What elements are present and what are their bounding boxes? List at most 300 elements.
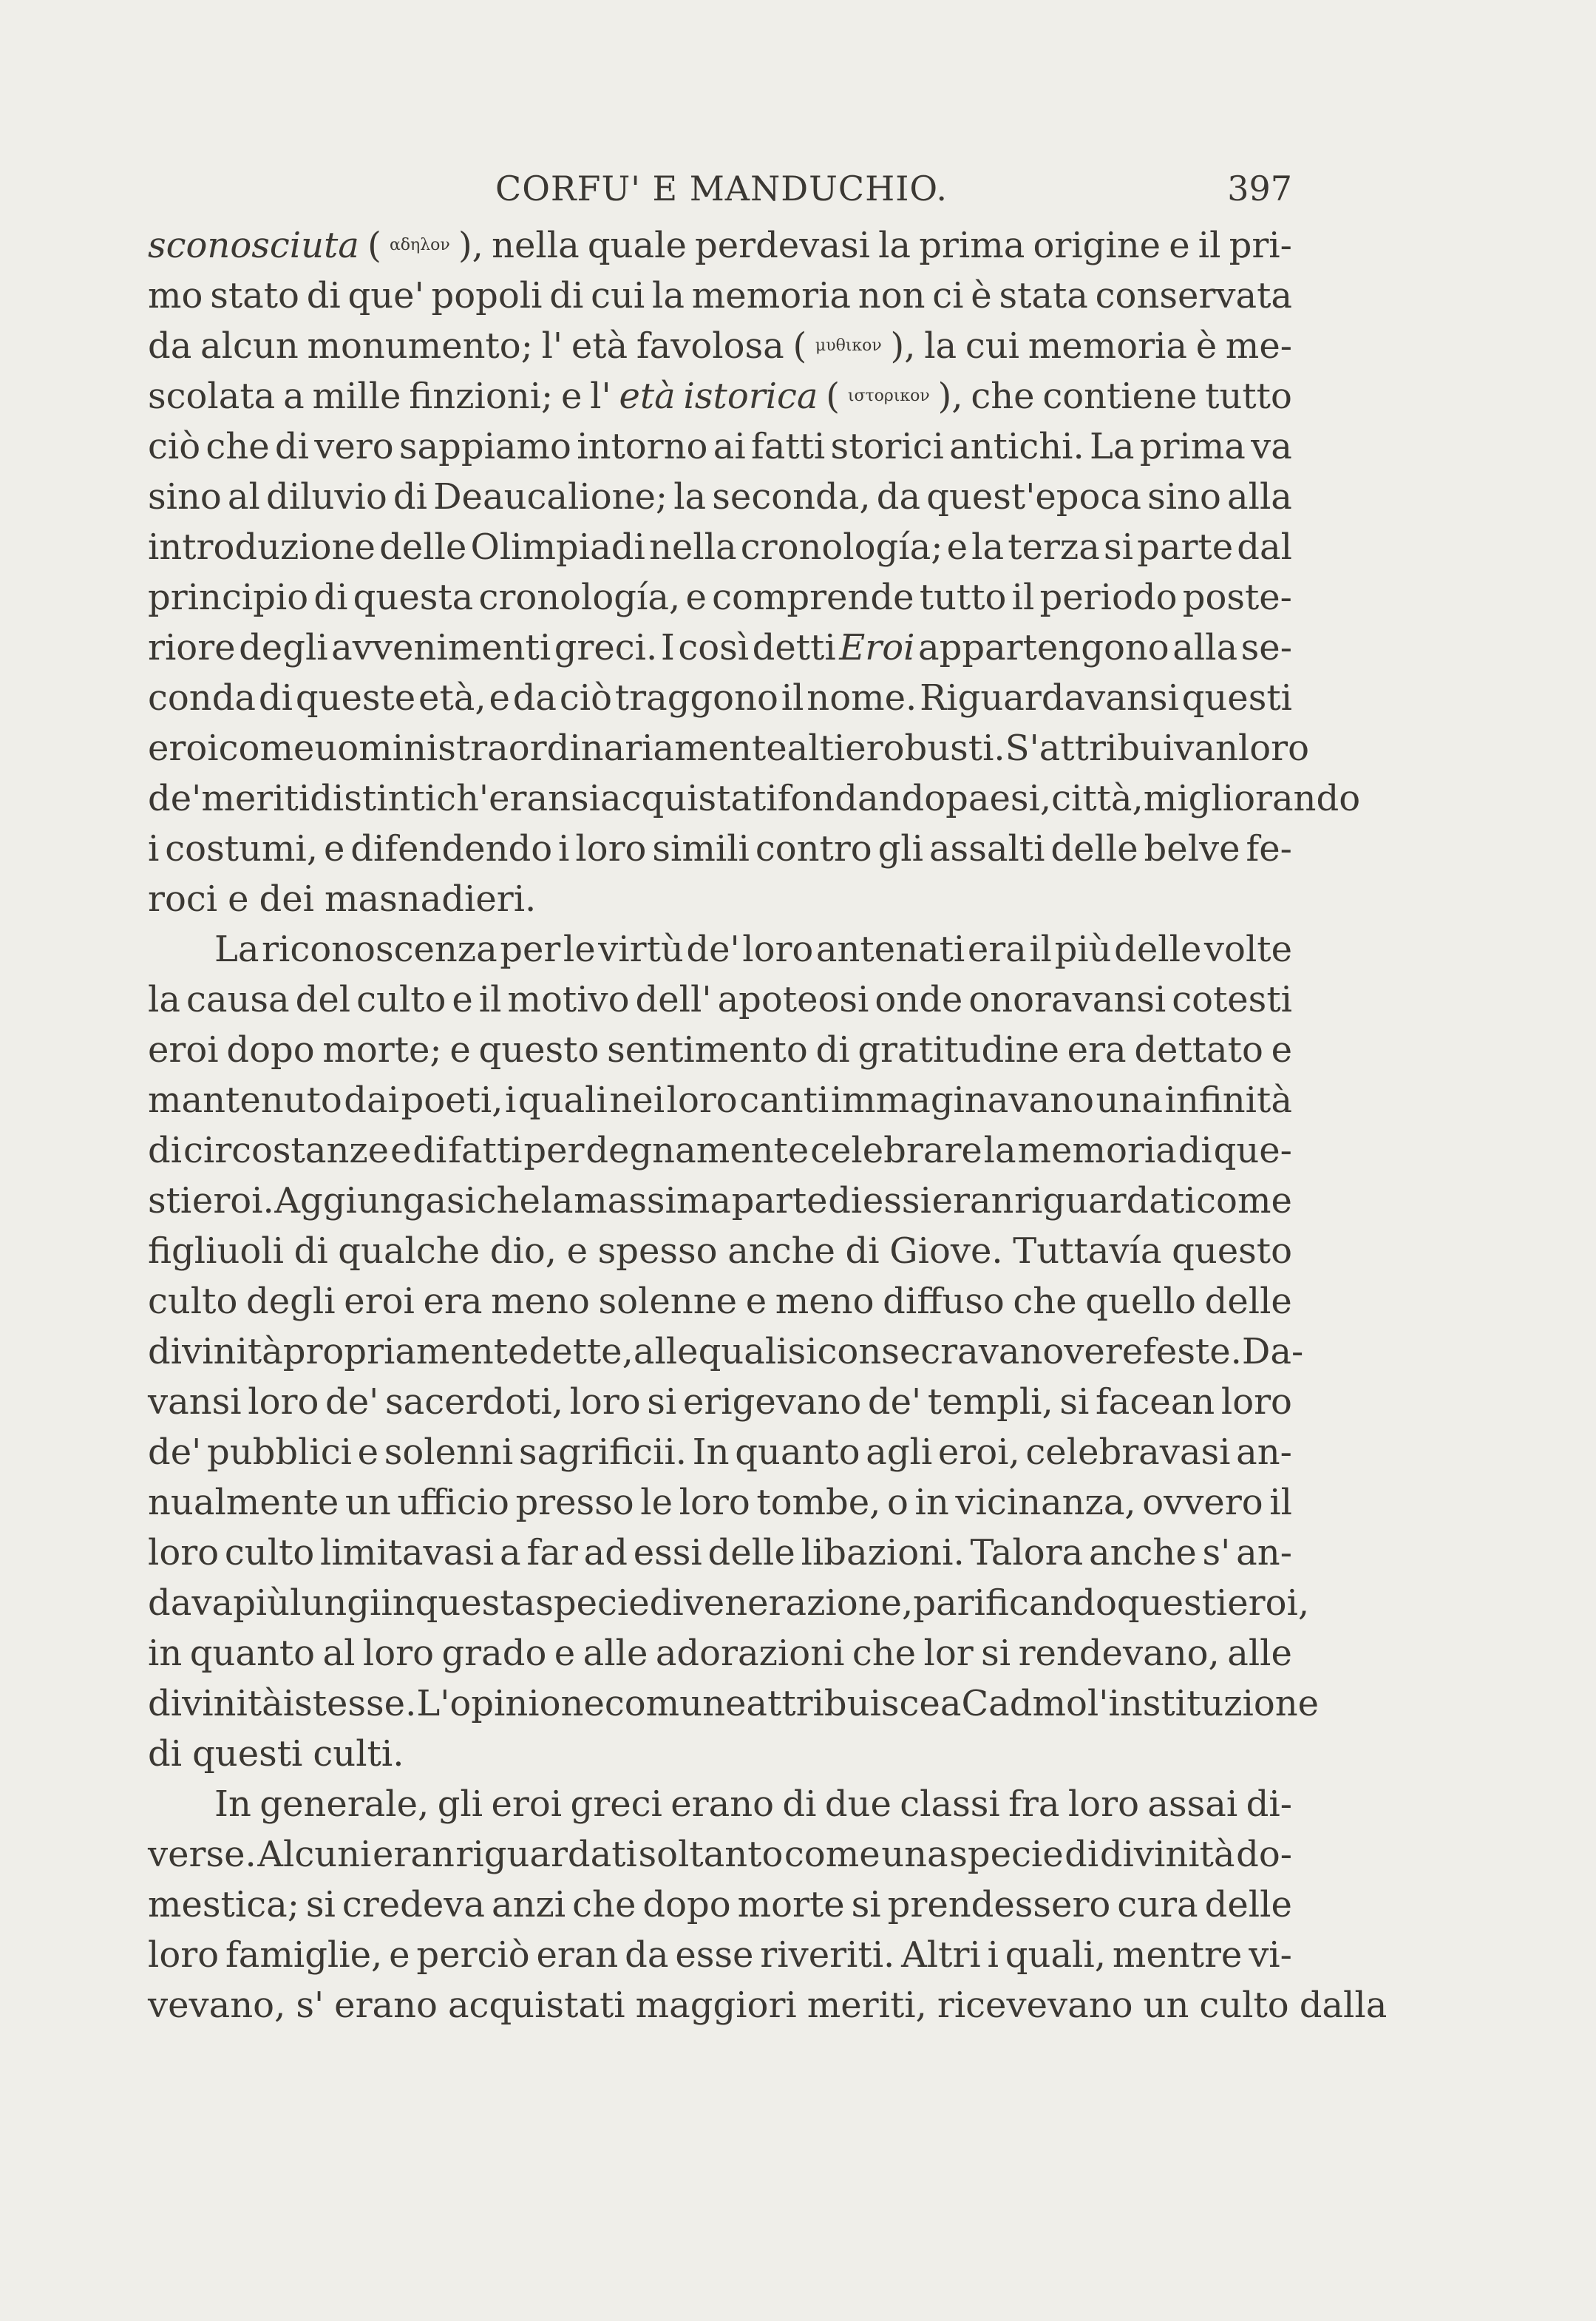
word: e xyxy=(845,728,866,769)
word: generale, xyxy=(259,1783,429,1825)
word: solenni xyxy=(384,1431,514,1473)
word: anche xyxy=(727,1230,835,1272)
word: ), xyxy=(890,325,916,367)
word: questa xyxy=(353,577,474,618)
word: in xyxy=(914,1482,949,1523)
word: eran xyxy=(372,1834,455,1875)
word: principio xyxy=(148,577,309,618)
word: motivo xyxy=(507,979,630,1020)
word: di xyxy=(306,275,341,316)
word: Cadmo xyxy=(961,1683,1087,1724)
text-line xyxy=(148,1628,1292,1678)
word: culto xyxy=(148,1281,238,1322)
word: instituzione xyxy=(1108,1683,1320,1724)
word: introduzione xyxy=(148,526,376,568)
word: Riguardavansi xyxy=(920,677,1179,719)
word: sconosciuta xyxy=(148,225,359,266)
word: si xyxy=(787,1331,818,1372)
word: dalla xyxy=(1299,1985,1388,2026)
word: loro xyxy=(575,828,647,870)
word: anche xyxy=(1089,1532,1197,1573)
word: a xyxy=(940,1683,962,1724)
word: eroi xyxy=(148,1029,219,1071)
word: delle xyxy=(1114,929,1202,970)
word: an- xyxy=(1236,1532,1292,1573)
word: nella xyxy=(648,526,737,568)
word: comune xyxy=(604,1683,747,1724)
word: detti xyxy=(752,627,836,668)
word: nei xyxy=(609,1080,665,1121)
word: avvenimenti xyxy=(331,627,551,668)
text-line xyxy=(148,1528,1292,1578)
word: quali xyxy=(698,1331,788,1372)
word: delle xyxy=(379,526,467,568)
word: parte xyxy=(731,1180,828,1222)
word: da xyxy=(512,677,557,719)
text-line xyxy=(148,623,1292,673)
word: vevano, xyxy=(148,1985,286,2026)
word: credeva xyxy=(342,1884,485,1925)
text-line xyxy=(148,1226,1292,1276)
word: terza xyxy=(1008,526,1100,568)
word: di xyxy=(815,1029,850,1071)
word: questo xyxy=(1172,1230,1292,1272)
page-number: 397 xyxy=(1227,169,1292,209)
word: de' xyxy=(148,1431,202,1473)
greek-term: ιστορικον xyxy=(847,387,930,405)
word: limitavasi xyxy=(320,1532,495,1573)
word: cui xyxy=(591,275,645,316)
word: parificando xyxy=(913,1582,1117,1624)
word: verse. xyxy=(148,1834,257,1875)
word: ai xyxy=(713,426,746,467)
word: contiene xyxy=(1042,376,1198,417)
word: virtù xyxy=(598,929,684,970)
text-line xyxy=(148,1477,1292,1528)
word: fatti xyxy=(448,1130,523,1171)
word: di xyxy=(1178,1130,1212,1171)
word: causa xyxy=(186,979,290,1020)
word: masnadieri. xyxy=(324,878,537,920)
word: e xyxy=(745,1281,767,1322)
word: che xyxy=(971,376,1035,417)
word: dio, xyxy=(489,1230,557,1272)
word: di- xyxy=(1246,1783,1292,1825)
word: quest'epoca xyxy=(926,476,1141,518)
word: tombe, xyxy=(756,1482,881,1523)
word: loro xyxy=(1220,1381,1292,1423)
word: celebrare xyxy=(810,1130,982,1171)
text-line xyxy=(148,1377,1292,1427)
word: storici xyxy=(830,426,944,467)
word: al xyxy=(322,1633,356,1674)
word: libazioni. xyxy=(801,1532,965,1573)
word: che xyxy=(206,426,270,467)
word: In xyxy=(692,1431,730,1473)
word: prima xyxy=(1139,426,1246,467)
word: gli xyxy=(437,1783,483,1825)
word: i xyxy=(148,828,160,870)
word: loro xyxy=(1237,728,1309,769)
word: classi xyxy=(900,1783,1000,1825)
word: di xyxy=(393,476,427,518)
word: seconda, xyxy=(712,476,871,518)
word: come xyxy=(1196,1180,1292,1222)
text-line xyxy=(148,673,1292,723)
text-line xyxy=(148,1326,1304,1377)
word: da xyxy=(148,325,192,367)
text-line xyxy=(148,1930,1292,1980)
word: si xyxy=(305,1884,336,1925)
word: culto xyxy=(356,979,446,1020)
word: massima xyxy=(574,1180,731,1222)
word: ( xyxy=(792,325,807,367)
word: meriti xyxy=(201,778,310,819)
word: In xyxy=(214,1783,251,1825)
word: diffuso xyxy=(883,1281,1005,1322)
word: in xyxy=(148,1633,183,1674)
word: essi xyxy=(633,1532,702,1573)
word: La xyxy=(214,929,259,970)
word: fatti xyxy=(750,426,826,467)
word: agli xyxy=(866,1431,933,1473)
word: i xyxy=(558,828,570,870)
word: loro xyxy=(742,929,814,970)
word: più xyxy=(233,1582,291,1624)
text-line xyxy=(148,1779,1292,1829)
word: alla xyxy=(1172,627,1238,668)
word: contro xyxy=(755,828,872,870)
word: dal xyxy=(1237,526,1292,568)
word: nome. xyxy=(807,677,917,719)
word: quanto xyxy=(189,1633,316,1674)
word: s' xyxy=(1202,1532,1231,1573)
word: vero xyxy=(314,426,394,467)
word: tutto xyxy=(1205,376,1292,417)
word: eroi xyxy=(491,1783,563,1825)
word: era xyxy=(967,929,1027,970)
word: vansi xyxy=(148,1381,242,1423)
word: questa xyxy=(415,1582,536,1624)
word: il xyxy=(1029,929,1053,970)
word: per xyxy=(500,929,561,970)
word: sti xyxy=(148,1180,192,1222)
word: eran xyxy=(931,1180,1014,1222)
word: ad xyxy=(583,1532,628,1573)
word: quello xyxy=(1085,1281,1196,1322)
word: simili xyxy=(652,828,750,870)
text-line xyxy=(148,1176,1292,1226)
word: dai xyxy=(344,1080,399,1121)
word: popoli xyxy=(431,275,543,316)
word: la xyxy=(673,476,707,518)
word: celebravasi xyxy=(1025,1431,1231,1473)
word: e xyxy=(323,828,345,870)
word: ( xyxy=(826,376,841,417)
word: a xyxy=(500,1532,521,1573)
word: eroi, xyxy=(937,1431,1020,1473)
word: far xyxy=(526,1532,578,1573)
word: fra xyxy=(1008,1783,1060,1825)
word: culto xyxy=(224,1532,315,1573)
word: meno xyxy=(491,1281,590,1322)
text-line xyxy=(148,572,1292,623)
word: e xyxy=(389,1934,410,1976)
text-line xyxy=(148,220,1292,271)
word: non xyxy=(858,275,926,316)
text-line xyxy=(148,421,1292,472)
word: e xyxy=(560,376,583,417)
word: Altri xyxy=(901,1934,981,1976)
word: divinità xyxy=(1099,1834,1235,1875)
word: origine xyxy=(1033,225,1161,266)
word: i xyxy=(505,1080,517,1121)
word: alti xyxy=(787,728,846,769)
word: culti. xyxy=(313,1733,404,1775)
word: la xyxy=(540,1180,574,1222)
word: memoria xyxy=(691,275,852,316)
word: che xyxy=(852,1633,917,1674)
word: apoteosi xyxy=(717,979,869,1020)
word: Da- xyxy=(1241,1331,1304,1372)
word: la xyxy=(983,1130,1016,1171)
text-line xyxy=(148,1276,1292,1326)
word: si xyxy=(647,1381,677,1423)
word: il xyxy=(781,677,804,719)
word: memoria xyxy=(1028,325,1187,367)
word: e xyxy=(1271,1029,1292,1071)
word: antichi. xyxy=(949,426,1084,467)
word: sentimento xyxy=(607,1029,808,1071)
word: sino xyxy=(148,476,222,518)
word: gratitudine xyxy=(858,1029,1059,1071)
word: il xyxy=(1269,1482,1292,1523)
word: Alcuni xyxy=(257,1834,372,1875)
word: degli xyxy=(239,627,328,668)
word: paesi, xyxy=(945,778,1052,819)
word: riguardati xyxy=(1014,1180,1196,1222)
word: mo xyxy=(148,275,203,316)
word: meno xyxy=(775,1281,875,1322)
word: que- xyxy=(1213,1130,1292,1171)
word: un xyxy=(1143,1985,1189,2026)
text-line xyxy=(148,1980,1388,2030)
word: I xyxy=(660,627,675,668)
word: grado xyxy=(441,1633,547,1674)
word: L' xyxy=(416,1683,450,1724)
word: comprende xyxy=(712,577,914,618)
word: loro xyxy=(248,1381,319,1423)
word: che xyxy=(476,1180,540,1222)
word: anzi xyxy=(491,1884,566,1925)
word: perdevasi xyxy=(695,225,870,266)
word: del xyxy=(295,979,351,1020)
word: lungi xyxy=(290,1582,381,1624)
word: di xyxy=(148,1733,183,1775)
text-line xyxy=(148,1678,1320,1729)
word: mestica; xyxy=(148,1884,299,1925)
word: assai xyxy=(1147,1783,1238,1825)
word: questi xyxy=(1181,677,1292,719)
word: distinti xyxy=(310,778,437,819)
page-header xyxy=(148,169,1292,228)
word: di xyxy=(313,577,348,618)
word: dava xyxy=(148,1582,234,1624)
word: an- xyxy=(1236,1431,1292,1473)
word: loro xyxy=(1067,1783,1139,1825)
text-line xyxy=(148,1025,1292,1075)
word: e xyxy=(489,677,510,719)
text-line xyxy=(148,1125,1292,1176)
word: venerazione, xyxy=(683,1582,914,1624)
word: riguardati xyxy=(455,1834,637,1875)
paragraph xyxy=(148,220,1361,924)
word: pri- xyxy=(1229,225,1292,266)
word: in xyxy=(381,1582,415,1624)
word: adorazioni xyxy=(655,1633,845,1674)
body-text xyxy=(148,220,1388,2030)
word: riconoscenza xyxy=(262,929,498,970)
word: e xyxy=(452,979,473,1020)
greek-term: μυθικον xyxy=(815,336,882,355)
word: cronología, xyxy=(478,577,681,618)
word: favolosa xyxy=(636,325,784,367)
text-line xyxy=(148,773,1361,824)
word: ), xyxy=(458,225,483,266)
word: alle xyxy=(633,1331,699,1372)
word: ricevevano xyxy=(937,1985,1133,2026)
word: degnamente xyxy=(585,1130,809,1171)
word: o xyxy=(887,1482,909,1523)
word: si xyxy=(851,1884,881,1925)
word: e xyxy=(228,878,249,920)
word: che xyxy=(1013,1281,1077,1322)
text-line xyxy=(148,1880,1292,1930)
word: attribuivan xyxy=(1039,728,1238,769)
word: facean xyxy=(1096,1381,1215,1423)
word: di xyxy=(782,1783,817,1825)
word: dell' xyxy=(635,979,712,1020)
word: stata xyxy=(999,275,1088,316)
word: come xyxy=(218,728,315,769)
word: parte xyxy=(1137,526,1234,568)
word: mille xyxy=(312,376,401,417)
word: rendevano, xyxy=(1018,1633,1220,1674)
word: degli xyxy=(246,1281,336,1322)
word: il xyxy=(1198,225,1221,266)
word: ci xyxy=(932,275,964,316)
word: a xyxy=(283,376,305,417)
word: difendendo xyxy=(350,828,553,870)
word: questi xyxy=(192,1733,303,1775)
word: acquistati xyxy=(600,778,778,819)
word: istesse. xyxy=(282,1683,417,1724)
word: greci xyxy=(570,1783,662,1825)
word: di xyxy=(1064,1834,1099,1875)
word: l' xyxy=(590,376,611,417)
word: mentre xyxy=(1112,1934,1243,1976)
word: cotesti xyxy=(1172,979,1292,1020)
word: specie xyxy=(535,1582,650,1624)
word: quale xyxy=(587,225,687,266)
word: canti xyxy=(739,1080,829,1121)
word: l' xyxy=(541,325,563,367)
word: vicinanza, xyxy=(955,1482,1136,1523)
word: gli xyxy=(877,828,924,870)
text-line xyxy=(148,975,1292,1025)
word: ciò xyxy=(148,426,201,467)
word: ( xyxy=(367,225,381,266)
word: eroi, xyxy=(1227,1582,1310,1624)
word: belve xyxy=(1144,828,1240,870)
word: sacerdoti, xyxy=(384,1381,563,1423)
word: straordinariamente xyxy=(438,728,787,769)
word: poste- xyxy=(1182,577,1292,618)
word: figliuoli xyxy=(148,1230,284,1272)
word: alcun xyxy=(200,325,299,367)
word: due xyxy=(824,1783,892,1825)
word: poeti, xyxy=(401,1080,503,1121)
word: i xyxy=(987,1934,999,1976)
word: prendessero xyxy=(887,1884,1111,1925)
word: morte; xyxy=(322,1029,442,1071)
paragraph xyxy=(148,924,1320,1779)
word: ufficio xyxy=(397,1482,509,1523)
word: de' xyxy=(686,929,740,970)
word: robusti. xyxy=(866,728,1005,769)
word: que' xyxy=(347,275,424,316)
word: il xyxy=(478,979,502,1020)
word: se- xyxy=(1240,627,1292,668)
word: le xyxy=(640,1482,673,1523)
word: e xyxy=(685,577,707,618)
word: il xyxy=(1011,577,1035,618)
word: infinità xyxy=(1164,1080,1292,1121)
word: erigevano xyxy=(682,1381,862,1423)
word: essi xyxy=(862,1180,931,1222)
word: spesso xyxy=(597,1230,718,1272)
word: famiglie, xyxy=(225,1934,383,1976)
word: uomini xyxy=(314,728,438,769)
word: alle xyxy=(583,1633,648,1674)
word: prima xyxy=(919,225,1025,266)
word: Aggiungasi xyxy=(274,1180,477,1222)
word: la xyxy=(652,275,685,316)
text-line xyxy=(148,271,1292,321)
text-line xyxy=(148,1427,1292,1477)
word: me- xyxy=(1225,325,1292,367)
word: soltanto xyxy=(638,1834,784,1875)
word: di xyxy=(828,1180,863,1222)
word: volte xyxy=(1203,929,1292,970)
word: un xyxy=(344,1482,391,1523)
word: stato xyxy=(210,275,299,316)
word: la xyxy=(971,526,1005,568)
word: eroi. xyxy=(191,1180,274,1222)
paragraph xyxy=(148,1779,1388,2030)
word: templi, xyxy=(927,1381,1053,1423)
word: divinità xyxy=(148,1683,283,1724)
word: delle xyxy=(1050,828,1138,870)
word: Olimpiadi xyxy=(470,526,645,568)
word: è xyxy=(971,275,992,316)
word: si xyxy=(1059,1381,1090,1423)
word: solenne xyxy=(598,1281,738,1322)
word: monumento; xyxy=(307,325,533,367)
word: la xyxy=(924,325,957,367)
word: si xyxy=(981,1633,1011,1674)
word: come xyxy=(784,1834,880,1875)
